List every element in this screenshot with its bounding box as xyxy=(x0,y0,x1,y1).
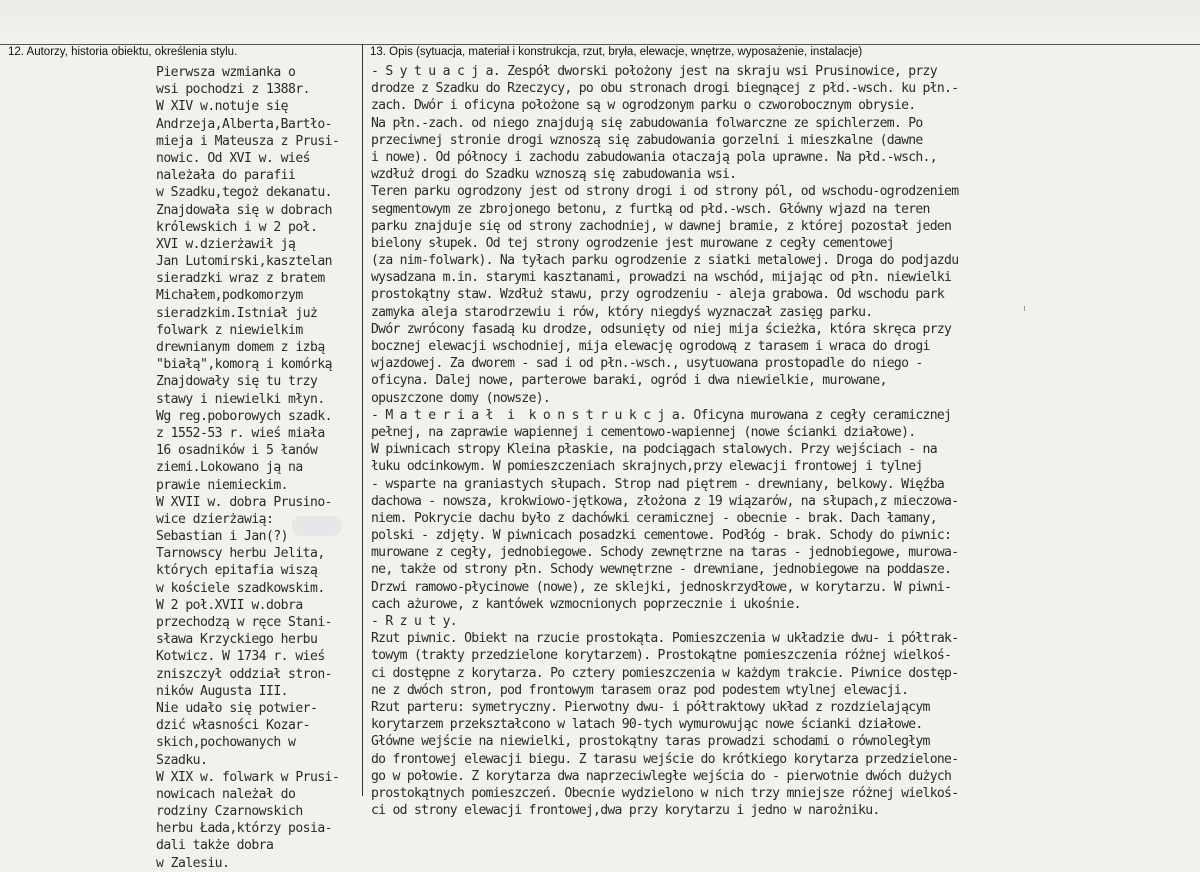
description-line: łuku odcinkowym. W pomieszczeniach skrajnych,przy elewacji frontowej i tylnej xyxy=(371,459,923,475)
description-line: wysadzana m.in. starymi kasztanami, prowadzi na wschód, mijając od płn. niewielki xyxy=(371,270,952,286)
history-line: z 1552-53 r. wieś miała xyxy=(156,425,325,441)
description-line: Rzut piwnic. Obiekt na rzucie prostokąta. Pomieszczenia w układzie dwu- i półtrak- xyxy=(371,631,959,647)
history-line: należała do parafii xyxy=(156,168,296,184)
history-line: Szadku. xyxy=(156,752,208,768)
description-line: Na płn.-zach. od niego znajdują się zabudowania folwarczne ze spichlerzem. Po xyxy=(371,115,923,131)
header-rule xyxy=(0,44,1200,45)
history-line: folwark z niewielkim xyxy=(156,322,303,338)
description-line: zamyka aleja starodrzewiu i rów, który niegdyś wyznaczał zasięg parku. xyxy=(371,304,873,320)
history-line: Znajdowały się tu trzy xyxy=(156,374,318,390)
history-line: w Szadku,tegoż dekanatu. xyxy=(156,185,332,201)
history-line: w kościele szadkowskim. xyxy=(156,580,325,596)
section-13-header: 13. Opis (sytuacja, materiał i konstrukcja, rzut, bryła, elewacje, wnętrze, wyposażenie, instalacje) xyxy=(370,46,863,58)
history-line: 16 osadników i 5 łanów xyxy=(156,443,318,459)
history-line: nowicach należał do xyxy=(156,786,296,802)
description-line: - R z u t y. xyxy=(371,614,457,629)
description-line: bocznej elewacji wschodniej, mija elewację ogrodową z tarasem i wraca do drogi xyxy=(371,339,930,354)
description-line: - S y t u a c j a. Zespół dworski położony jest na skraju wsi Prusinowice, przy xyxy=(371,64,937,79)
history-line: królewskich i w 2 poł. xyxy=(156,219,318,235)
ink-smudge xyxy=(292,516,342,536)
history-line: sieradzkim.Istniał już xyxy=(156,305,318,321)
description-line: towym (trakty przedzielone korytarzem). Prostokątne pomieszczenia różnej wielkoś- xyxy=(371,648,952,664)
history-line: których epitafia wiszą xyxy=(156,563,318,579)
history-line: w Zalesiu. xyxy=(156,855,230,871)
sheet-top-margin xyxy=(0,0,1200,40)
description-line: Teren parku ogrodzony jest od strony drogi i od strony pól, od wschodu-ogrodzeniem xyxy=(371,184,959,200)
history-line: skich,pochowanych w xyxy=(156,735,296,751)
history-line: Pierwsza wzmianka o xyxy=(156,65,296,80)
description-line: - wsparte na graniastych słupach. Strop nad piętrem - drewniany, belkowy. Więźba xyxy=(371,476,945,492)
history-line: rodziny Czarnowskich xyxy=(156,804,303,820)
description-line: - M a t e r i a ł i k o n s t r u k c j a. Oficyna murowana z cegły ceramicznej xyxy=(371,407,952,423)
history-line: dali także dobra xyxy=(156,838,274,854)
column-divider xyxy=(362,44,363,796)
history-line: drewnianym domem z izbą xyxy=(156,340,325,355)
description-line: prostokątny staw. Wzdłuż stawu, przy ogrodzeniu - aleja grabowa. Od wschodu park xyxy=(371,287,945,303)
description-line: W piwnicach stropy Kleina płaskie, na podciągach stalowych. Przy wejściach - na xyxy=(371,442,937,458)
description-line: oficyna. Dalej nowe, parterowe baraki, ogród i dwa niewielkie, murowane, xyxy=(371,373,887,389)
description-line: murowane z cegły, jednobiegowe. Schody zewnętrzne na taras - jednobiegowe, murowa- xyxy=(371,545,959,561)
description-line: pełnej, na zaprawie wapiennej i cementowo-wapiennej (nowe ścianki działowe). xyxy=(371,424,916,440)
history-line: Sebastian i Jan(?) xyxy=(156,529,288,545)
section-12-header: 12. Autorzy, historia obiektu, określenia stylu. xyxy=(8,46,238,58)
description-line: bielony słupek. Od tej strony ogrodzenie jest murowane z cegły cementowej xyxy=(371,235,894,251)
history-line: Jan Lutomirski,kasztelan xyxy=(156,254,332,270)
history-line: sława Krzyckiego herbu xyxy=(156,632,318,648)
description-line: Drzwi ramowo-płycinowe (nowe), ze sklejki, jednoskrzydłowe, w korytarzu. W piwni- xyxy=(371,579,952,595)
description-line: ci od strony elewacji frontowej,dwa przy korytarzu i jedno w narożniku. xyxy=(371,803,880,819)
description-line: segmentowym ze zbrojonego betonu, z furtką od płd.-wsch. Główny wjazd na teren xyxy=(371,201,930,217)
description-line: Dwór zwrócony fasadą ku drodze, odsunięty od niej mija ścieżka, która skręca przy xyxy=(371,321,952,337)
description-line: cach ażurowe, z kantówek wzmocnionych poprzecznie i ukośnie. xyxy=(371,596,801,612)
pencil-mark xyxy=(1024,306,1025,311)
history-line: wsi pochodzi z 1388r. xyxy=(156,82,310,98)
description-line: opuszczone domy (nowsze). xyxy=(371,390,551,406)
description-line: przeciwnej stronie drogi wznoszą się zabudowania gorzelni i mieszkalne (dawne xyxy=(371,132,923,148)
description-line: parku znajduje się od strony zachodniej, w dawnej bramie, z której pozostał jeden xyxy=(371,218,952,234)
history-line: herbu Łada,którzy posia- xyxy=(156,821,332,837)
history-line: ników Augusta III. xyxy=(156,683,288,699)
history-line: ziemi.Lokowano ją na xyxy=(156,460,303,476)
history-line: stawy i niewielki młyn. xyxy=(156,391,325,407)
history-line: dzić własności Kozar- xyxy=(156,718,310,734)
history-line: "białą",komorą i komórką xyxy=(156,357,332,373)
description-line: drodze z Szadku do Rzeczycy, po obu stronach drogi biegnącej z płd.-wsch. ku płn.- xyxy=(371,81,959,97)
history-line: W 2 poł.XVII w.dobra xyxy=(156,597,303,613)
description-line: go w połowie. Z korytarza dwa naprzeciwległe wejścia do - pierwotnie dwóch dużych xyxy=(371,768,952,784)
description-line: ci dostępne z korytarza. Po cztery pomieszczenia w każdym trakcie. Piwnice dostęp- xyxy=(371,665,959,681)
history-line: W XIV w.notuje się xyxy=(156,99,288,115)
description-line: ne, także od strony płn. Schody wewnętrzne - drewniane, jednobiegowe na poddasze. xyxy=(371,562,952,578)
history-line: mieja i Mateusza z Prusi- xyxy=(156,133,340,149)
history-line: przechodzą w ręce Stani- xyxy=(156,615,332,630)
description-line: ne z dwóch stron, pod frontowym tarasem oraz pod podestem wtylnej elewacji. xyxy=(371,682,909,698)
history-line: wice dzierżawią: xyxy=(156,511,274,527)
description-line: zach. Dwór i oficyna położone są w ogrodzonym parku o czworobocznym obrysie. xyxy=(371,98,916,114)
history-line: Wg reg.poborowych szadk. xyxy=(156,408,332,424)
history-line: nowic. Od XVI w. wieś xyxy=(156,150,310,166)
description-line: Rzut parteru: symetryczny. Pierwotny dwu- i półtraktowy układ z rozdzielającym xyxy=(371,699,930,715)
history-line: Tarnowscy herbu Jelita, xyxy=(156,546,325,562)
description-line: wjazdowej. Za dworem - sad i od płn.-wsch., usytuowana prostopadle do niego - xyxy=(371,356,923,372)
history-line: Znajdowała się w dobrach xyxy=(156,202,332,218)
description-line: prostokątnych pomieszczeń. Obecnie wydzielono w nich trzy mniejsze różnej wielkoś- xyxy=(371,785,959,801)
history-line: XVI w.dzierżawił ją xyxy=(156,236,296,252)
description-line: wzdłuż drogi do Szadku wznoszą się zabudowania wsi. xyxy=(371,167,737,183)
history-line: Nie udało się potwier- xyxy=(156,700,318,716)
history-line: W XIX w. folwark w Prusi- xyxy=(156,769,340,785)
history-line: Andrzeja,Alberta,Bartło- xyxy=(156,116,332,132)
description-line: do frontowej elewacji biegu. Z tarasu wejście do krótkiego korytarza przedzielone- xyxy=(371,751,959,767)
history-line: prawie niemieckim. xyxy=(156,477,288,493)
history-line: sieradzki wraz z bratem xyxy=(156,271,325,287)
history-line: Michałem,podkomorzym xyxy=(156,288,303,304)
description-line: polski - zdjęty. W piwnicach posadzki cementowe. Podłóg - brak. Schody do piwnic: xyxy=(371,528,952,544)
description-text xyxy=(371,63,958,819)
description-line: korytarzem przekształcono w latach 90-tych wymurowując nowe ścianki działowe. xyxy=(371,717,923,733)
history-text xyxy=(156,64,339,872)
history-line: W XVII w. dobra Prusino- xyxy=(156,494,332,510)
description-line: dachowa - nowsza, krokwiowo-jętkowa, złożona z 19 wiązarów, na słupach,z mieczowa- xyxy=(371,493,959,509)
description-line: (za nim-folwark). Na tyłach parku ogrodzenie z siatki metalowej. Droga do podjazdu xyxy=(371,253,959,269)
description-line: niem. Pokrycie dachu było z dachówki ceramicznej - obecnie - brak. Dach łamany, xyxy=(371,510,937,526)
history-line: Kotwicz. W 1734 r. wieś xyxy=(156,649,325,665)
description-line: Główne wejście na niewielki, prostokątny taras prowadzi schodami o równoległym xyxy=(371,734,930,750)
description-line: i nowe). Od północy i zachodu zabudowania otaczają pola uprawne. Na płd.-wsch., xyxy=(371,149,937,165)
history-line: zniszczył oddział stron- xyxy=(156,666,332,682)
